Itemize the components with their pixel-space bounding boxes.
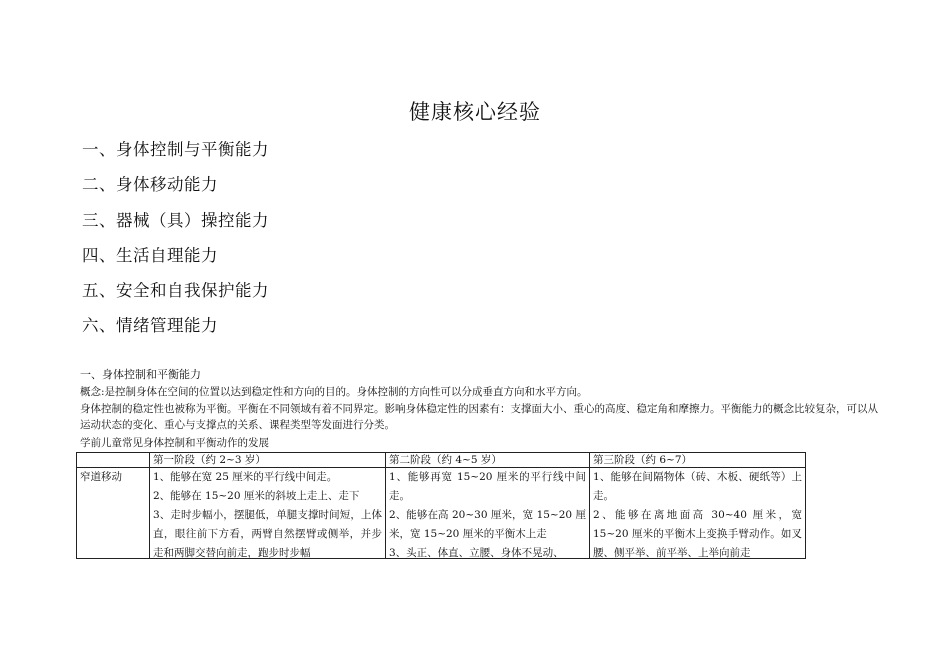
stage1-item: 2、能够在 15~20 厘米的斜坡上走上、走下 (153, 490, 360, 502)
stage3-cell (590, 468, 806, 559)
stage2-item: 3、头正、体直、立腰、身体不晃动、 (389, 547, 564, 558)
toc-item: 四、生活自理能力 (82, 245, 218, 265)
table-caption: 学前儿童常见身体控制和平衡动作的发展 (80, 437, 269, 449)
toc-item: 一、身体控制与平衡能力 (82, 140, 269, 159)
row-label-cell (77, 468, 150, 559)
toc-item: 五、安全和自我保护能力 (82, 281, 269, 301)
development-table (76, 452, 806, 559)
header-cell-stage3: 第三阶段（约 6~7） (590, 453, 806, 468)
row-label: 窄道移动 (80, 471, 122, 483)
toc-item: 二、身体移动能力 (82, 175, 218, 195)
toc-item: 三、器械（具）操控能力 (82, 210, 269, 230)
concept-paragraph: 概念:是控制身体在空间的位置以达到稳定性和方向的目的。身体控制的方向性可以分成垂直方向和水平方向。 (80, 386, 588, 398)
stage1-item: 1、能够在宽 25 厘米的平行线中间走。 (153, 471, 338, 483)
stage2-item: 2、能够在高 20~30 厘米，宽 15~20 厘米，宽 15~20 厘米的平衡木上走 (389, 509, 586, 540)
header-cell-stage2: 第二阶段（约 4~5 岁） (386, 453, 590, 468)
stage3-item: 1、能够在间隔物体（砖、木板、硬纸等）上走。 (593, 471, 802, 502)
page-title: 健康核心经验 (409, 100, 541, 124)
stage1-item: 3、走时步幅小，摆腿低，单腿支撑时间短，上体直，眼往前下方看，两臂自然摆臂或侧举，并步走和两脚交替向前走，跑步时步幅 (153, 509, 382, 558)
table-row (77, 468, 806, 559)
table-of-contents (82, 138, 269, 350)
section-heading: 一、身体控制和平衡能力 (80, 368, 201, 381)
table-header-row (77, 453, 806, 468)
toc-item: 六、情绪管理能力 (82, 316, 218, 336)
stage2-cell (386, 468, 590, 559)
stage1-cell (150, 468, 386, 559)
stage2-item: 1、能够再宽 15~20 厘米的平行线中间走。 (389, 471, 586, 502)
header-cell-empty (77, 453, 150, 468)
balance-paragraph: 身体控制的稳定性也被称为平衡。平衡在不同领域有着不同界定。影响身体稳定性的因素有：支撑面大小、重心的高度、稳定角和摩擦力。平衡能力的概念比较复杂，可以从运动状态的变化、重心与支撑点的关系、课程类型等发面进行分类。 (80, 403, 878, 431)
header-cell-stage1: 第一阶段（约 2~3 岁） (150, 453, 386, 468)
stage3-item: 2、能够在离地面高 30~40 厘米，宽 15~20 厘米的平衡木上变换手臂动作。如叉腰、侧平举、前平举、上举向前走 (593, 509, 802, 558)
